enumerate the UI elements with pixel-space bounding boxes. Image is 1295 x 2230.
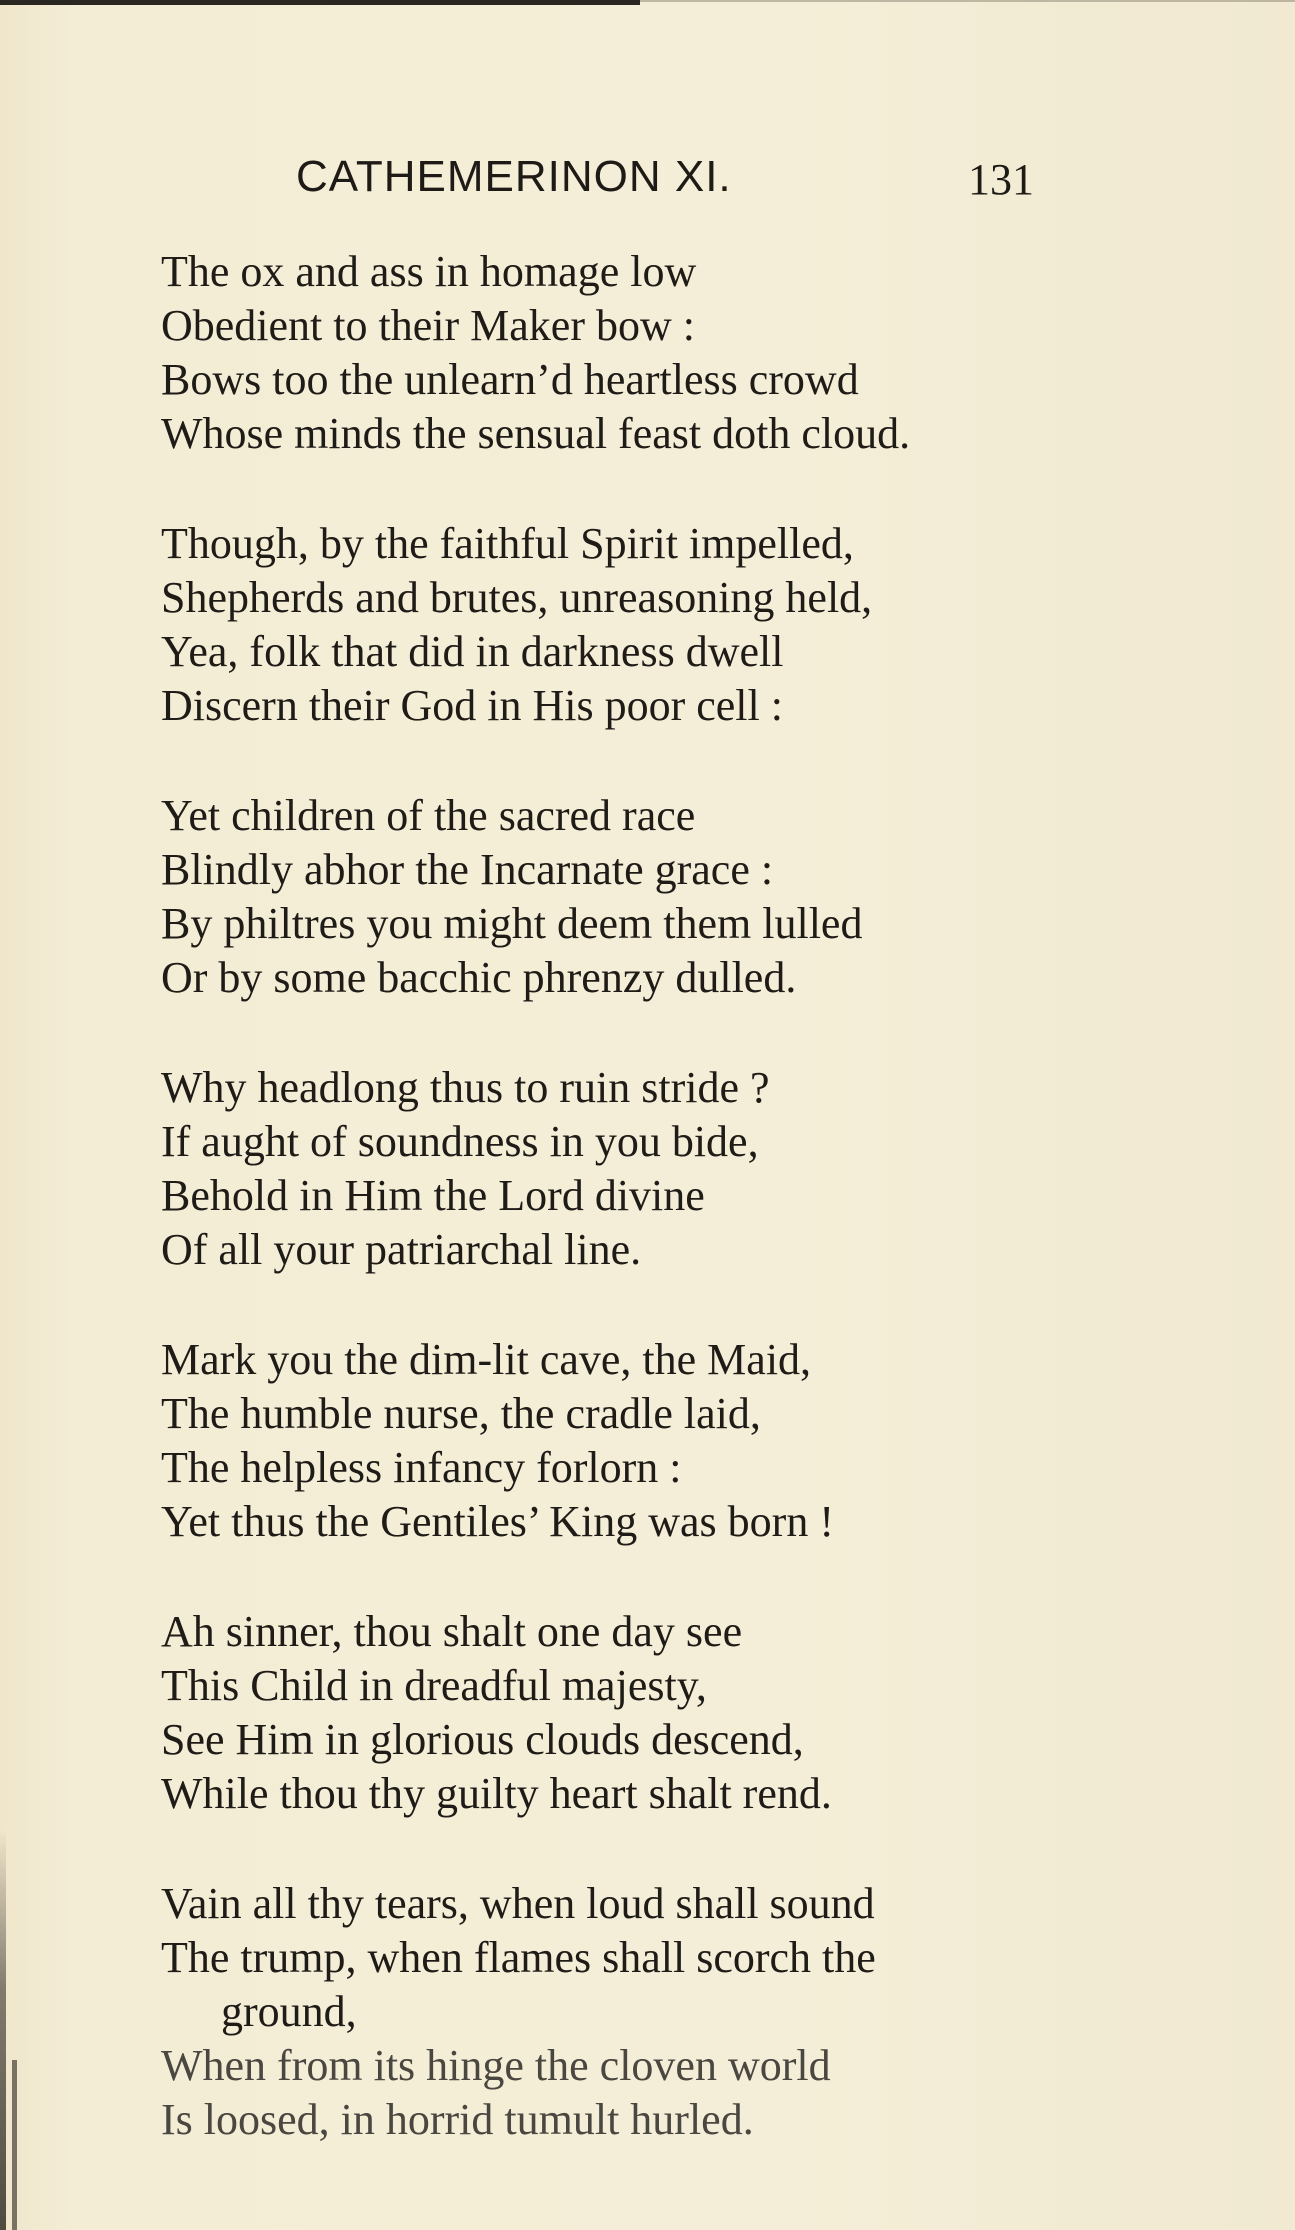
poem-line: Yet children of the sacred race <box>161 791 696 840</box>
stanza-6 <box>161 1605 1261 1821</box>
binding-shadow <box>0 1830 6 2230</box>
poem-line: This Child in dreadful majesty, <box>161 1661 707 1710</box>
poem-line: The humble nurse, the cradle laid, <box>161 1389 761 1438</box>
page-number: 131 <box>968 155 1034 204</box>
stanza-2 <box>161 517 1261 733</box>
poem-line: See Him in glorious clouds descend, <box>161 1715 804 1764</box>
poem-line: Whose minds the sensual feast doth cloud. <box>161 409 911 458</box>
stanza-7 <box>161 1877 1261 2147</box>
poem-line: Yea, folk that did in darkness dwell <box>161 627 784 676</box>
stanza-5 <box>161 1333 1261 1549</box>
running-head: CATHEMERINON XI. <box>296 152 732 201</box>
poem-line: Yet thus the Gentiles’ King was born ! <box>161 1497 834 1546</box>
poem-line: Obedient to their Maker bow : <box>161 301 695 350</box>
poem-line-continuation: ground, <box>221 1987 357 2036</box>
poem-line: Behold in Him the Lord divine <box>161 1171 705 1220</box>
poem-line: Vain all thy tears, when loud shall sound <box>161 1879 875 1928</box>
poem-line: If aught of soundness in you bide, <box>161 1117 759 1166</box>
poem-line: By philtres you might deem them lulled <box>161 899 863 948</box>
stanza-3 <box>161 789 1261 1005</box>
top-edge-line <box>640 0 1295 2</box>
top-edge-shadow <box>0 0 640 5</box>
stanza-4 <box>161 1061 1261 1277</box>
stanza-1 <box>161 245 1261 461</box>
poem-line: The helpless infancy forlorn : <box>161 1443 682 1492</box>
binding-shadow-inner <box>12 2060 17 2230</box>
poem-line: Shepherds and brutes, unreasoning held, <box>161 573 873 622</box>
poem-body <box>161 245 1261 2203</box>
poem-line: Why headlong thus to ruin stride ? <box>161 1063 770 1112</box>
poem-line: The trump, when flames shall scorch the <box>161 1933 876 1982</box>
poem-line: Of all your patriarchal line. <box>161 1225 642 1274</box>
poem-line: The ox and ass in homage low <box>161 247 697 296</box>
poem-line: Mark you the dim-lit cave, the Maid, <box>161 1335 812 1384</box>
poem-line: When from its hinge the cloven world <box>161 2041 831 2090</box>
poem-line: Discern their God in His poor cell : <box>161 681 783 730</box>
poem-line: Is loosed, in horrid tumult hurled. <box>161 2095 754 2144</box>
poem-line: Ah sinner, thou shalt one day see <box>161 1607 743 1656</box>
poem-line: Bows too the unlearn’d heartless crowd <box>161 355 859 404</box>
poem-line: While thou thy guilty heart shalt rend. <box>161 1769 832 1818</box>
poem-line: Though, by the faithful Spirit impelled, <box>161 519 854 568</box>
poem-line: Or by some bacchic phrenzy dulled. <box>161 953 797 1002</box>
poem-line: Blindly abhor the Incarnate grace : <box>161 845 774 894</box>
